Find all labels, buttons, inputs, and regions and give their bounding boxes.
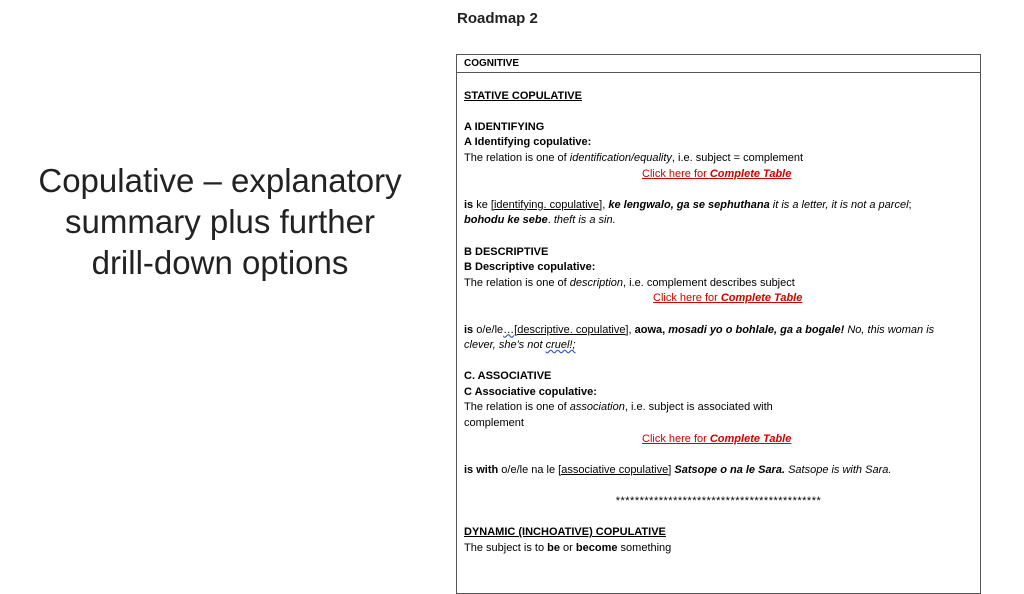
document-header: COGNITIVE <box>457 55 980 73</box>
descriptive-complete-table-link[interactable]: Click here for Complete Table <box>653 292 803 305</box>
document-body <box>457 73 980 556</box>
slide-title: Copulative – explanatory summary plus further drill-down options <box>38 162 402 281</box>
identifying-link-row <box>464 167 973 183</box>
separator-stars: ******************************************* <box>615 495 822 508</box>
associative-subheading: C Associative copulative: <box>464 385 597 398</box>
associative-complete-table-link[interactable]: Click here for Complete Table <box>642 432 792 445</box>
descriptive-relation: The relation is one of description, i.e. complement describes subject <box>464 276 795 289</box>
associative-heading: C. ASSOCIATIVE <box>464 370 552 383</box>
associative-link-row <box>464 432 973 448</box>
identifying-example-2: bohodu ke sebe. theft is a sin. <box>464 214 616 227</box>
descriptive-link-row <box>464 291 973 307</box>
identifying-example: is ke [identifying. copulative], ke lengwalo, ga se sephuthana it is a letter, it is not a parcel; <box>464 198 912 211</box>
identifying-subheading: A Identifying copulative: <box>464 136 592 149</box>
dynamic-description: The subject is to be or become something <box>464 541 672 554</box>
associative-relation: The relation is one of association, i.e. subject is associated with <box>464 401 773 414</box>
descriptive-example-2: clever, she's not cruel!; <box>464 339 576 352</box>
identifying-complete-table-link[interactable]: Click here for Complete Table <box>642 167 792 180</box>
descriptive-example: is o/e/le…[descriptive. copulative], aowa, mosadi yo o bohlale, ga a bogale! No, this woman is <box>464 323 935 336</box>
identifying-relation: The relation is one of identification/equality, i.e. subject = complement <box>464 151 804 164</box>
associative-relation-2: complement <box>464 417 524 430</box>
descriptive-subheading: B Descriptive copulative: <box>464 261 596 274</box>
associative-example: is with o/e/le na le [associative copulative] Satsope o na le Sara. Satsope is with Sara. <box>464 463 892 476</box>
roadmap-title: Roadmap 2 <box>457 10 538 27</box>
dynamic-heading: DYNAMIC (INCHOATIVE) COPULATIVE <box>464 526 666 539</box>
stative-heading: STATIVE COPULATIVE <box>464 89 582 102</box>
descriptive-heading: B DESCRIPTIVE <box>464 245 549 258</box>
document-box <box>456 54 981 594</box>
identifying-heading: A IDENTIFYING <box>464 120 545 133</box>
